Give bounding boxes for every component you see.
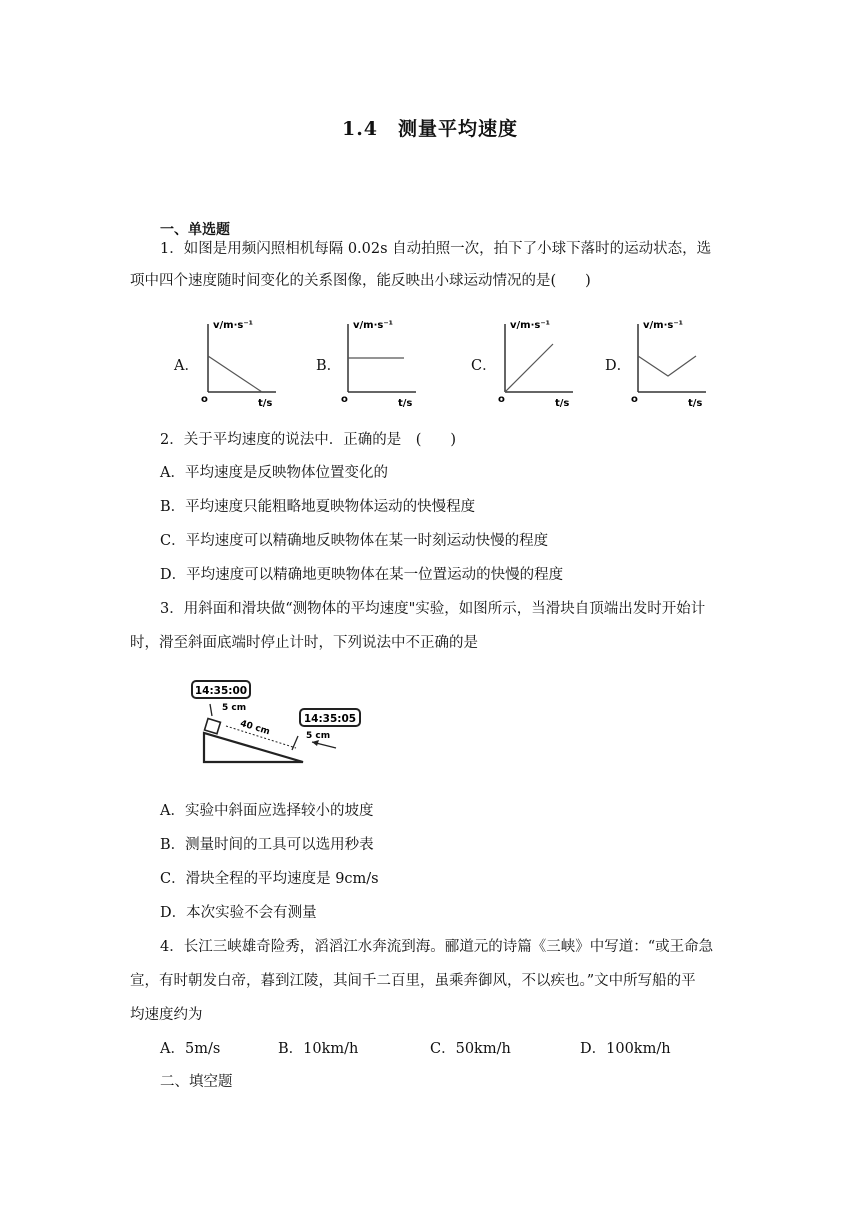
q1-option-a-label: A． bbox=[174, 358, 199, 374]
q2-option-a: A．平均速度是反映物体位置变化的 bbox=[160, 465, 388, 481]
q1-graph-a-line bbox=[208, 356, 262, 392]
q3-end-time: 14:35:05 bbox=[303, 713, 357, 725]
q1-graph-c-xaxis-label: t/s bbox=[555, 398, 570, 409]
q3-block bbox=[205, 719, 221, 734]
q2-option-d: D．平均速度可以精确地更映物体在某一位置运动的快慢的程度 bbox=[160, 567, 564, 583]
q4-stem-line1: 4．长江三峡雄奇险秀，滔滔江水奔流到海。郦道元的诗篇《三峡》中写道：“或王命急 bbox=[160, 939, 714, 955]
q3-start-time: 14:35:00 bbox=[194, 685, 248, 697]
q1-graph-d bbox=[626, 312, 716, 412]
q3-option-a: A．实验中斜面应选择较小的坡度 bbox=[160, 803, 374, 819]
q1-graph-d-xaxis-label: t/s bbox=[688, 398, 703, 409]
q1-graph-c-yaxis-label: v/m·s⁻¹ bbox=[510, 320, 550, 331]
q1-option-d-label: D． bbox=[605, 358, 632, 374]
q1-graph-a-yaxis-label: v/m·s⁻¹ bbox=[213, 320, 253, 331]
q4-option-a: A．5m/s bbox=[160, 1041, 221, 1057]
q3-option-d: D．本次实验不会有测量 bbox=[160, 905, 317, 921]
q2-option-c: C．平均速度可以精确地反映物体在某一时刻运动快慢的程度 bbox=[160, 533, 549, 549]
q4-option-c: C．50km/h bbox=[430, 1041, 511, 1057]
q3-incline-figure bbox=[188, 676, 368, 772]
q1-option-c-label: C． bbox=[471, 358, 497, 374]
q1-graph-c bbox=[493, 312, 583, 412]
q4-stem-line3: 均速度约为 bbox=[130, 1007, 203, 1023]
page-title: 1.4 测量平均速度 bbox=[341, 118, 519, 140]
q1-graph-b-origin: o bbox=[341, 394, 348, 405]
q4-stem-line2: 宣，有时朝发白帝，暮到江陵，其间千二百里，虽乘奔御风，不以疾也。”文中所写船的平 bbox=[130, 973, 696, 989]
q1-graph-b bbox=[336, 312, 426, 412]
q3-incline bbox=[204, 733, 303, 762]
q3-stem-line1: 3．用斜面和滑块做“测物体的平均速度"实验，如图所示，当滑块自顶端出发时开始计 bbox=[160, 601, 706, 617]
section-heading-fill-blank: 二、填空题 bbox=[160, 1074, 233, 1090]
q3-block-length-bottom: 5 cm bbox=[306, 731, 331, 741]
q1-graph-a-origin: o bbox=[201, 394, 208, 405]
q4-option-b: B．10km/h bbox=[278, 1041, 359, 1057]
q1-graph-d-origin: o bbox=[631, 394, 638, 405]
q4-option-d: D．100km/h bbox=[580, 1041, 671, 1057]
q1-stem-line2: 项中四个速度随时间变化的关系图像，能反映出小球运动情况的是( ) bbox=[130, 273, 591, 289]
q1-graph-a bbox=[196, 312, 286, 412]
q3-stem-line2: 时，滑至斜面底端时停止计时，下列说法中不正确的是 bbox=[130, 635, 478, 651]
q3-block-length-top: 5 cm bbox=[222, 703, 247, 713]
q3-distance-label: 40 cm bbox=[238, 718, 271, 738]
q1-graph-b-yaxis-label: v/m·s⁻¹ bbox=[353, 320, 393, 331]
q3-option-b: B．测量时间的工具可以选用秒表 bbox=[160, 837, 374, 853]
q1-graph-b-xaxis-label: t/s bbox=[398, 398, 413, 409]
q1-option-b-label: B． bbox=[316, 358, 342, 374]
q3-option-c: C．滑块全程的平均速度是 9cm/s bbox=[160, 871, 379, 887]
q1-graph-a-xaxis-label: t/s bbox=[258, 398, 273, 409]
q1-graph-c-origin: o bbox=[498, 394, 505, 405]
q2-option-b: B．平均速度只能粗略地夏映物体运动的快慢程度 bbox=[160, 499, 476, 515]
q2-stem: 2．关于平均速度的说法中．正确的是 ( ) bbox=[160, 432, 457, 448]
q1-graph-d-yaxis-label: v/m·s⁻¹ bbox=[643, 320, 683, 331]
q1-graph-c-line bbox=[505, 344, 553, 392]
section-heading-single-choice: 一、单选题 bbox=[160, 222, 230, 238]
q1-graph-d-line bbox=[638, 356, 696, 376]
q1-stem-line1: 1．如图是用频闪照相机每隔 0.02s 自动拍照一次，拍下了小球下落时的运动状态，选 bbox=[160, 241, 712, 257]
